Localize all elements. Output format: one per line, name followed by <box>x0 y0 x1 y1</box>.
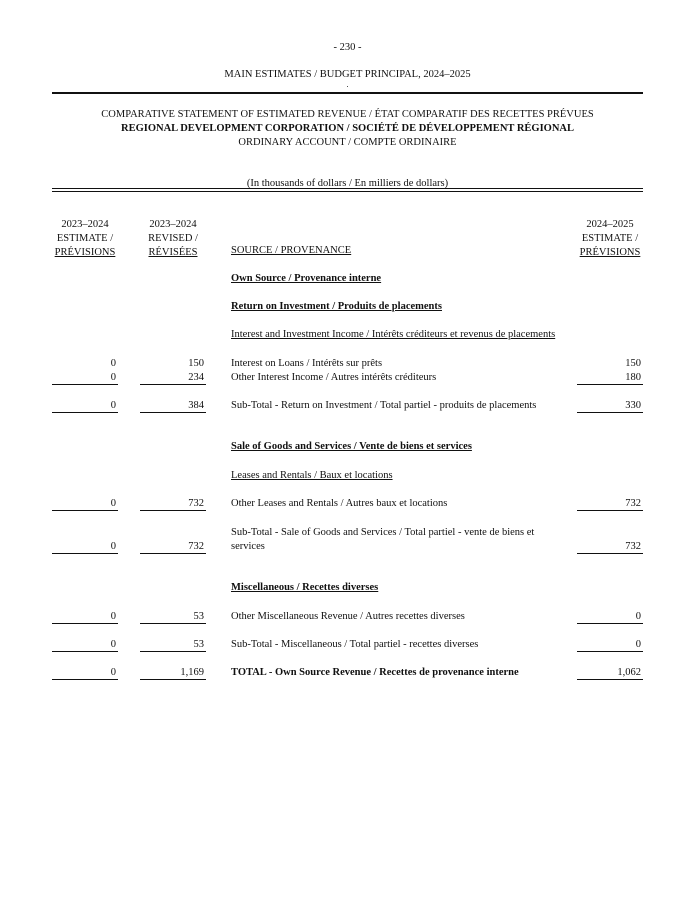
value-revised-2023: 732 <box>188 541 204 552</box>
underline <box>140 623 206 624</box>
value-revised-2023: 1,169 <box>180 667 204 678</box>
statement-title: COMPARATIVE STATEMENT OF ESTIMATED REVENUE / ÉTAT COMPARATIF DES RECETTES PRÉVUES <box>101 109 594 120</box>
value-estimate-2023: 0 <box>110 541 116 552</box>
column-header-estimate-2024 <box>577 218 643 260</box>
underline <box>140 412 206 413</box>
row-label-other-miscellaneous-revenue: Other Miscellaneous Revenue / Autres recettes diverses <box>231 611 465 622</box>
table-top-rule-double <box>52 191 643 192</box>
column-kind-fr: PRÉVISIONS <box>54 247 116 258</box>
value-estimate-2023: 0 <box>110 667 116 678</box>
underline <box>140 510 206 511</box>
underline <box>52 679 118 680</box>
column-year: 2023–2024 <box>149 219 197 230</box>
value-estimate-2024: 330 <box>625 400 641 411</box>
underline <box>140 651 206 652</box>
header-rule <box>52 92 643 94</box>
value-estimate-2024: 0 <box>635 639 641 650</box>
column-kind-fr: PRÉVISIONS <box>579 247 641 258</box>
underline <box>577 679 643 680</box>
column-kind: ESTIMATE / <box>581 233 639 244</box>
underline <box>577 412 643 413</box>
value-estimate-2023: 0 <box>110 611 116 622</box>
value-estimate-2024: 732 <box>625 498 641 509</box>
row-label-subtotal-return-on-investment: Sub-Total - Return on Investment / Total partiel - produits de placements <box>231 400 537 411</box>
value-revised-2023: 234 <box>188 372 204 383</box>
section-return-on-investment: Return on Investment / Produits de placements <box>231 301 442 312</box>
underline <box>52 623 118 624</box>
underline <box>140 679 206 680</box>
value-revised-2023: 384 <box>188 400 204 411</box>
underline <box>140 553 206 554</box>
underline <box>577 553 643 554</box>
underline <box>577 651 643 652</box>
value-estimate-2023: 0 <box>110 372 116 383</box>
value-estimate-2023: 0 <box>110 358 116 369</box>
underline <box>52 553 118 554</box>
value-revised-2023: 53 <box>193 611 204 622</box>
underline <box>52 651 118 652</box>
column-year: 2023–2024 <box>61 219 109 230</box>
underline <box>52 510 118 511</box>
column-kind: ESTIMATE / <box>56 233 114 244</box>
value-estimate-2023: 0 <box>110 400 116 411</box>
row-label-line: services <box>231 541 265 552</box>
header-dot: . <box>346 80 349 89</box>
units-note: (In thousands of dollars / En milliers de dollars) <box>246 178 449 189</box>
underline <box>140 384 206 385</box>
row-label-subtotal-miscellaneous: Sub-Total - Miscellaneous / Total partiel - recettes diverses <box>231 639 479 650</box>
value-estimate-2023: 0 <box>110 639 116 650</box>
section-own-source: Own Source / Provenance interne <box>231 273 382 284</box>
row-label-subtotal-sale-of-goods <box>231 526 561 554</box>
underline <box>577 623 643 624</box>
column-kind: REVISED / <box>148 233 198 244</box>
column-header-source: SOURCE / PROVENANCE <box>231 245 352 256</box>
table-top-rule <box>52 188 643 189</box>
section-miscellaneous: Miscellaneous / Recettes diverses <box>231 582 379 593</box>
column-header-estimate-2023 <box>52 218 118 260</box>
value-revised-2023: 53 <box>193 639 204 650</box>
account-title: ORDINARY ACCOUNT / COMPTE ORDINAIRE <box>238 137 457 148</box>
value-estimate-2024: 0 <box>635 611 641 622</box>
value-estimate-2024: 1,062 <box>617 667 641 678</box>
value-estimate-2024: 150 <box>625 358 641 369</box>
running-head: MAIN ESTIMATES / BUDGET PRINCIPAL, 2024–2025 <box>224 69 471 80</box>
underline <box>577 510 643 511</box>
value-estimate-2023: 0 <box>110 498 116 509</box>
page-number: - 230 - <box>333 42 362 53</box>
row-label-other-interest-income: Other Interest Income / Autres intérêts créditeurs <box>231 372 437 383</box>
row-label-interest-on-loans: Interest on Loans / Intérêts sur prêts <box>231 358 383 369</box>
row-label-line: Sub-Total - Sale of Goods and Services / Total partiel - vente de biens et <box>231 527 535 538</box>
value-revised-2023: 150 <box>188 358 204 369</box>
underline <box>577 384 643 385</box>
subsection-interest-income: Interest and Investment Income / Intérêts créditeurs et revenus de placements <box>231 329 556 340</box>
row-label-other-leases-and-rentals: Other Leases and Rentals / Autres baux et locations <box>231 498 448 509</box>
column-kind-fr: RÉVISÉES <box>148 247 198 258</box>
value-estimate-2024: 732 <box>625 541 641 552</box>
organization-title: REGIONAL DEVELOPMENT CORPORATION / SOCIÉTÉ DE DÉVELOPPEMENT RÉGIONAL <box>120 123 575 134</box>
section-sale-of-goods: Sale of Goods and Services / Vente de biens et services <box>231 441 472 452</box>
underline <box>52 384 118 385</box>
column-header-revised-2023 <box>140 218 206 260</box>
subsection-leases-and-rentals: Leases and Rentals / Baux et locations <box>231 470 393 481</box>
column-year: 2024–2025 <box>586 219 634 230</box>
underline <box>52 412 118 413</box>
row-label-total-own-source-revenue: TOTAL - Own Source Revenue / Recettes de provenance interne <box>231 667 519 678</box>
value-revised-2023: 732 <box>188 498 204 509</box>
value-estimate-2024: 180 <box>625 372 641 383</box>
